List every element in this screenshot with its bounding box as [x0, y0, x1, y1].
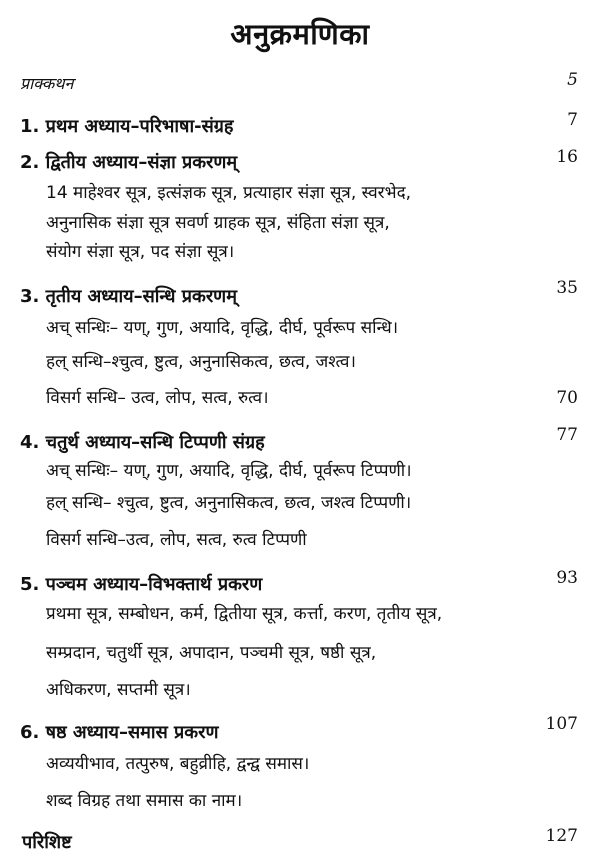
preface-label: प्राक्कथन: [20, 74, 74, 93]
appendix-page-number: 127: [545, 826, 578, 846]
chapter-page-number: 93: [556, 568, 578, 588]
chapter-title: द्वितीय अध्याय–संज्ञा प्रकरणम्: [45, 152, 238, 173]
topic-line: अच् सन्धिः– यण्, गुण, अयादि, वृद्धि, दीर्घ, पूर्वरूप टिप्पणी।: [46, 461, 412, 481]
chapter-page-number: 107: [545, 714, 578, 734]
chapter-number: 3.: [20, 286, 40, 307]
toc-entry-chapter-1[interactable]: [20, 114, 575, 138]
topic-line: हल् सन्धि–श्चुत्व, ष्टुत्व, अनुनासिकत्व, छत्व, जश्त्व।: [46, 352, 356, 372]
chapter-page-number: 77: [556, 425, 578, 445]
chapter-title: षष्ठ अध्याय–समास प्रकरण: [45, 722, 219, 743]
chapter-title: चतुर्थ अध्याय–सन्धि टिप्पणी संग्रह: [45, 432, 265, 453]
appendix-label: परिशिष्ट: [22, 832, 72, 853]
page-title: अनुक्रमणिका: [230, 17, 370, 51]
toc-entry-chapter-2[interactable]: [20, 150, 575, 174]
chapter-title: प्रथम अध्याय–परिभाषा-संग्रह: [45, 116, 234, 137]
toc-entry-chapter-4[interactable]: [20, 430, 575, 454]
topic-page-number: 70: [556, 388, 578, 408]
chapter-title: तृतीय अध्याय–सन्धि प्रकरणम्: [45, 286, 237, 307]
toc-entry-preface[interactable]: [20, 72, 575, 94]
chapter-page-number: 35: [556, 278, 578, 298]
toc-entry-chapter-5[interactable]: [20, 572, 575, 596]
preface-page-number: 5: [567, 70, 578, 90]
chapter-number: 1.: [20, 116, 40, 137]
chapter-number: 4.: [20, 432, 40, 453]
chapter-page-number: 16: [556, 147, 578, 167]
chapter-page-number: 7: [567, 110, 578, 130]
topic-line: अच् सन्धिः– यण्, गुण, अयादि, वृद्धि, दीर्घ, पूर्वरूप सन्धि।: [46, 318, 399, 338]
topic-line: 14 माहेश्वर सूत्र, इत्संज्ञक सूत्र, प्रत्याहार संज्ञा सूत्र, स्वरभेद,: [46, 183, 412, 203]
toc-entry-chapter-6[interactable]: [20, 720, 575, 744]
toc-entry-chapter-3[interactable]: [20, 284, 575, 308]
toc-entry-appendix[interactable]: [22, 830, 577, 854]
topic-line: सम्प्रदान, चतुर्थी सूत्र, अपादान, पञ्चमी सूत्र, षष्ठी सूत्र,: [46, 643, 377, 663]
topic-line: विसर्ग सन्धि–उत्व, लोप, सत्व, रुत्व टिप्पणी: [46, 530, 307, 550]
chapter-number: 6.: [20, 722, 40, 743]
chapter-title: पञ्चम अध्याय–विभक्तार्थ प्रकरण: [45, 574, 263, 595]
topic-line: प्रथमा सूत्र, सम्बोधन, कर्म, द्वितीया सूत्र, कर्त्ता, करण, तृतीय सूत्र,: [46, 604, 443, 624]
chapter-number: 5.: [20, 574, 40, 595]
topic-line: हल् सन्धि– श्चुत्व, ष्टुत्व, अनुनासिकत्व, छत्व, जश्त्व टिप्पणी।: [46, 493, 412, 513]
chapter-number: 2.: [20, 152, 40, 173]
topic-line: शब्द विग्रह तथा समास का नाम।: [46, 791, 243, 811]
topic-line: अनुनासिक संज्ञा सूत्र सवर्ण ग्राहक सूत्र, संहिता संज्ञा सूत्र,: [46, 213, 390, 233]
topic-line: अव्ययीभाव, तत्पुरुष, बहुव्रीहि, द्वन्द्व समास।: [46, 754, 310, 774]
topic-line: अधिकरण, सप्तमी सूत्र।: [46, 680, 191, 700]
topic-line: विसर्ग सन्धि– उत्व, लोप, सत्व, रुत्व।: [46, 388, 269, 408]
topic-line: संयोग संज्ञा सूत्र, पद संज्ञा सूत्र।: [46, 242, 235, 262]
